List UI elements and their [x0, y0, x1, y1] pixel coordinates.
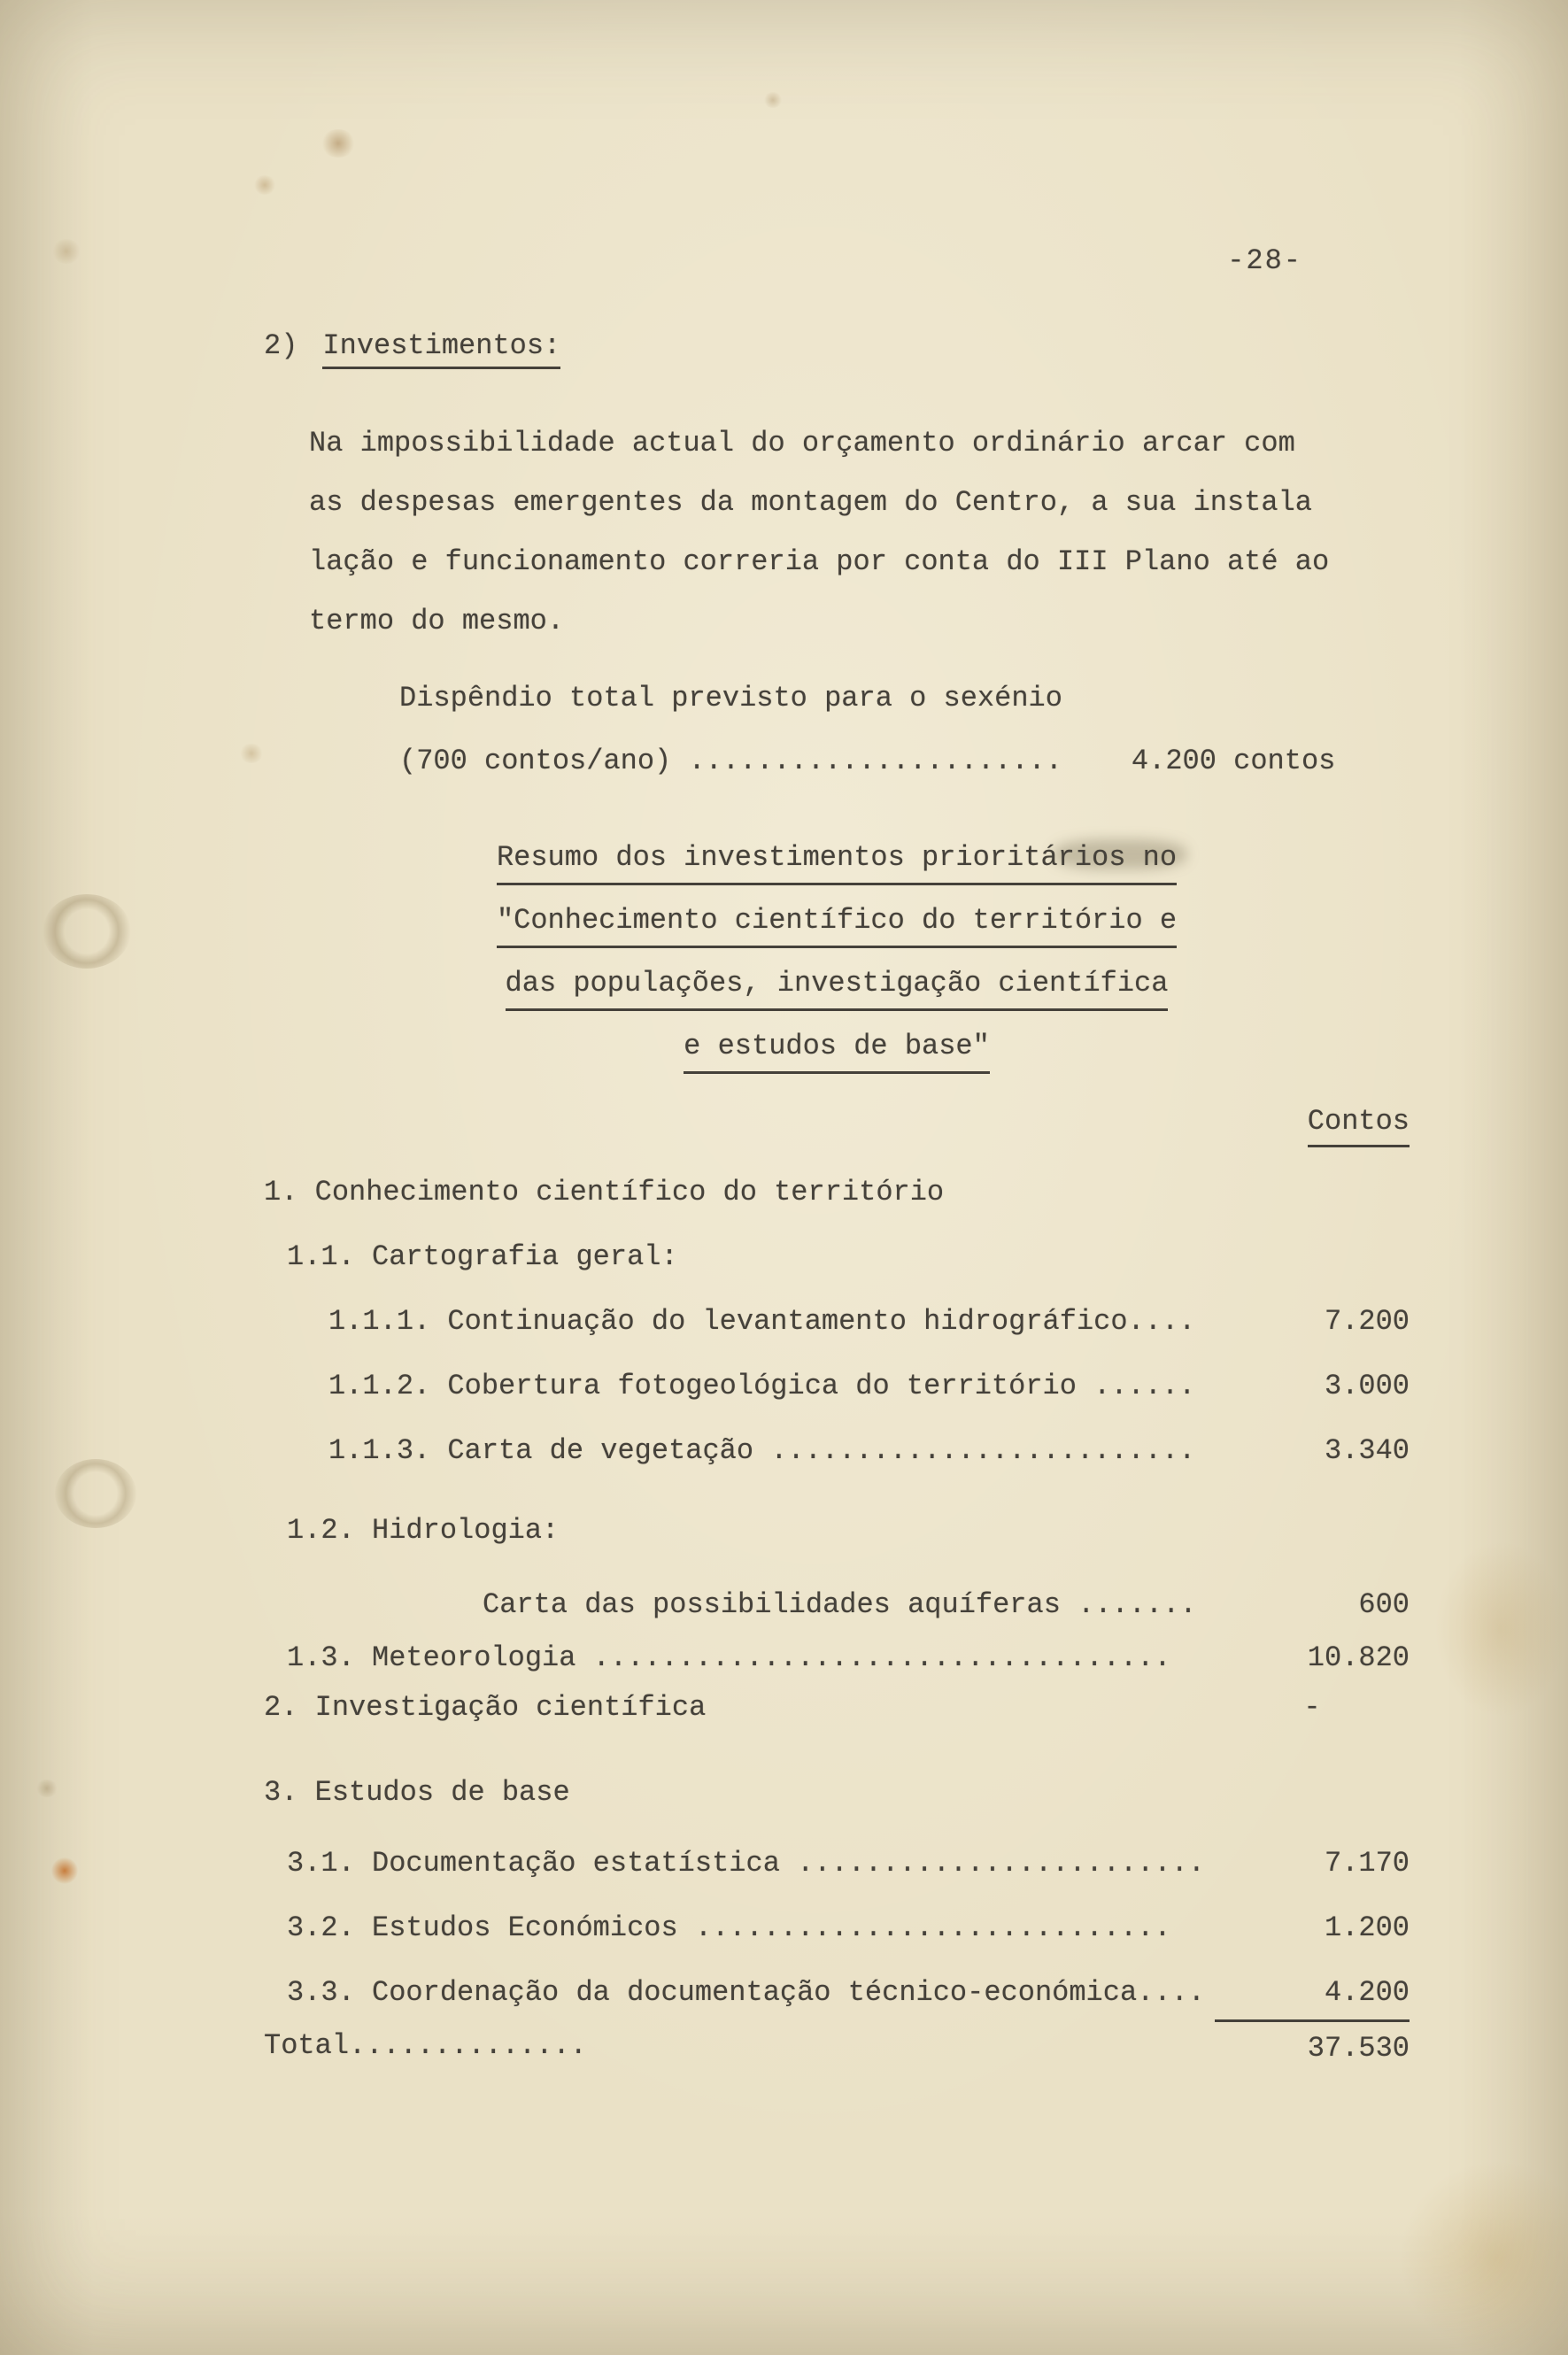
paper-stain — [239, 744, 264, 763]
paragraph-line: as despesas emergentes da montagem do Centro, a sua instala — [309, 486, 1312, 519]
row-value — [1215, 1511, 1410, 1550]
paper-damage-ring — [42, 894, 131, 969]
paper-stain — [321, 129, 356, 158]
table-row — [264, 1773, 1410, 1812]
table-row — [264, 1173, 1410, 1212]
row-label: 1.1.2. Cobertura fotogeológica do território ...... — [328, 1370, 1196, 1402]
table-row — [264, 1367, 1410, 1406]
row-value: - — [1303, 1691, 1321, 1724]
table-row — [264, 1511, 1410, 1550]
table-row — [264, 1973, 1410, 2012]
table-row — [264, 1238, 1410, 1277]
row-label: 3.3. Coordenação da documentação técnico-económica.... — [287, 1976, 1205, 2009]
row-value: 3.000 — [1324, 1370, 1410, 1402]
table-row — [264, 1302, 1410, 1341]
paper-stain — [51, 1857, 78, 1884]
resumo-line: e estudos de base" — [684, 1027, 990, 1074]
paragraph-line: lação e funcionamento correria por conta do III Plano até ao — [309, 545, 1330, 578]
paper-stain — [35, 1780, 58, 1797]
page-number: -28- — [1227, 244, 1302, 277]
paper-damage-ring — [55, 1459, 136, 1528]
resumo-line: das populações, investigação científica — [506, 964, 1169, 1011]
table-row — [264, 1909, 1410, 1948]
table-row — [264, 1586, 1410, 1625]
dispendio-line: Dispêndio total previsto para o sexénio — [399, 682, 1062, 714]
paper-stain — [763, 92, 783, 108]
row-label: 2. Investigação científica — [264, 1691, 707, 1724]
table-row — [264, 1844, 1410, 1883]
row-label: 1.1.3. Carta de vegetação ......................... — [328, 1434, 1196, 1467]
resumo-line: Resumo dos investimentos prioritários no — [497, 838, 1177, 885]
body-paragraph — [264, 413, 1410, 651]
dispendio-block — [264, 668, 1410, 794]
row-label: Carta das possibilidades aquíferas ....... — [483, 1588, 1197, 1621]
total-label: Total.............. — [264, 2029, 587, 2062]
row-value: 600 — [1358, 1588, 1410, 1621]
table-total-row — [264, 2027, 1410, 2068]
table-column-header — [264, 1102, 1410, 1147]
table-row — [264, 1639, 1410, 1678]
table-row — [264, 1432, 1410, 1471]
paper-stain — [1434, 1540, 1567, 1718]
row-label: 1.1. Cartografia geral: — [287, 1240, 678, 1273]
row-value — [1215, 1173, 1410, 1212]
page-content — [264, 329, 1410, 2068]
row-value: 7.200 — [1324, 1305, 1410, 1338]
row-value: 10.820 — [1307, 1641, 1410, 1674]
dispendio-value: 4.200 contos — [1131, 745, 1336, 777]
row-value: 4.200 — [1324, 1976, 1410, 2009]
section-number: 2) — [264, 329, 298, 362]
row-label: 1. Conhecimento científico do território — [264, 1176, 945, 1208]
paper-stain — [253, 175, 276, 195]
row-value — [1215, 1238, 1410, 1277]
paper-stain — [51, 239, 81, 264]
row-value: 1.200 — [1324, 1911, 1410, 1944]
row-label: 3. Estudos de base — [264, 1776, 570, 1809]
row-label: 1.1.1. Continuação do levantamento hidrográfico.... — [328, 1305, 1196, 1338]
section-heading — [264, 329, 1410, 362]
resumo-line: "Conhecimento científico do território e — [497, 901, 1177, 948]
row-label: 1.3. Meteorologia .................................. — [287, 1641, 1171, 1674]
row-label: 1.2. Hidrologia: — [287, 1514, 560, 1547]
contos-label: Contos — [1308, 1102, 1410, 1147]
paper-stain — [1399, 2160, 1568, 2355]
section-title: Investimentos: — [322, 329, 560, 369]
table-row — [264, 1688, 1410, 1727]
paragraph-line: Na impossibilidade actual do orçamento ordinário arcar com — [309, 427, 1295, 459]
row-value — [1215, 1773, 1410, 1812]
row-value: 7.170 — [1324, 1847, 1410, 1880]
total-value: 37.530 — [1215, 2019, 1410, 2068]
dispendio-amount-line — [399, 728, 1410, 794]
resumo-heading — [264, 838, 1410, 1090]
row-label: 3.2. Estudos Económicos ............................ — [287, 1911, 1171, 1944]
row-label: 3.1. Documentação estatística ........................ — [287, 1847, 1205, 1880]
paragraph-line: termo do mesmo. — [309, 605, 565, 637]
row-value: 3.340 — [1324, 1434, 1410, 1467]
dispendio-label: (700 contos/ano) ...................... — [399, 745, 1062, 777]
